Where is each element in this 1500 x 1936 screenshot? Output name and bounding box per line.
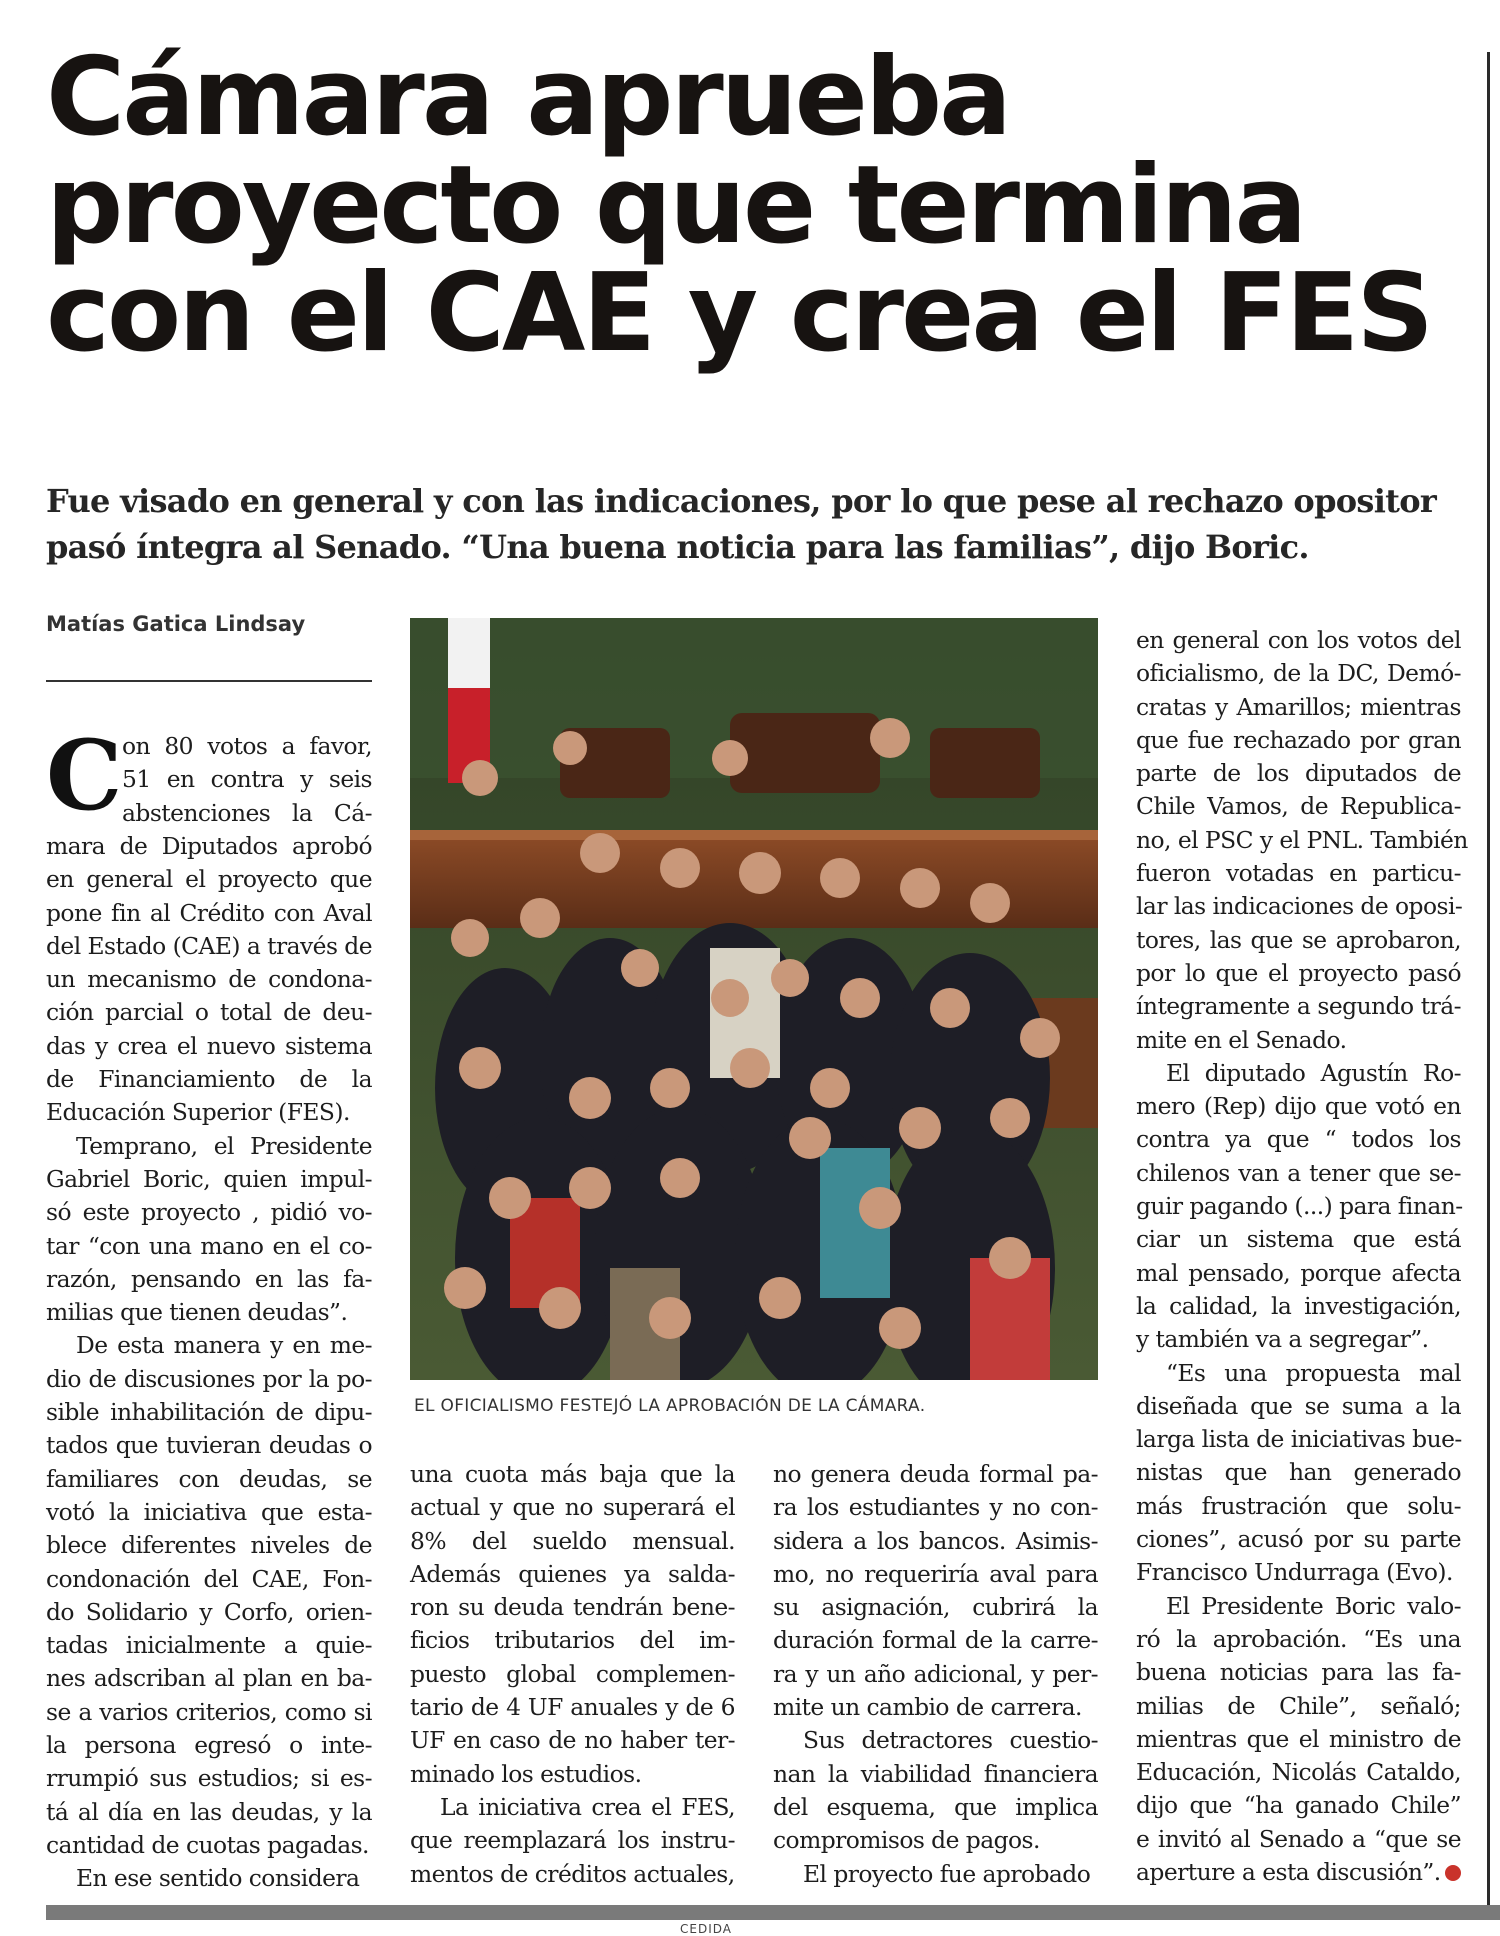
text-line: mientras que el ministro de: [1136, 1724, 1461, 1753]
text-line: só este proyecto , pidió vo-: [46, 1198, 372, 1227]
text-line: ción parcial o total de deu-: [46, 998, 372, 1027]
byline: Matías Gatica Lindsay: [46, 612, 306, 636]
text-line: en general el proyecto que: [46, 865, 372, 894]
text-line: cantidad de cuotas pagadas.: [46, 1830, 369, 1859]
text-line: 51 en contra y seis: [122, 765, 372, 794]
text-line: mite en el Senado.: [1136, 1025, 1347, 1054]
chamber-celebration-photo: [410, 618, 1098, 1380]
text-line: El Presidente Boric valo-: [1166, 1591, 1461, 1620]
text-line: tá al día en las deudas, y la: [46, 1797, 372, 1826]
text-line: El proyecto fue aprobado: [803, 1859, 1091, 1888]
text-line: abstenciones la Cá-: [122, 798, 372, 827]
text-line: de Financiamiento de la: [46, 1065, 372, 1094]
text-line: tores, las que se aprobaron,: [1136, 925, 1461, 954]
headline: [46, 35, 1446, 376]
text-line: que fue rechazado por gran: [1136, 725, 1461, 754]
subheadline-line-2: pasó íntegra al Senado. “Una buena noticia para las familias”, dijo Boric.: [46, 528, 1309, 566]
text-line: ficios tributarios del im-: [410, 1626, 735, 1655]
text-line: la persona egresó o inte-: [46, 1731, 372, 1760]
news-photo: [410, 618, 1098, 1380]
text-line: más frustración que solu-: [1136, 1491, 1461, 1520]
text-line: mara de Diputados aprobó: [46, 832, 372, 860]
headline-line-1: Cámara aprueba: [46, 35, 1010, 160]
text-line: El diputado Agustín Ro-: [1166, 1058, 1461, 1087]
text-line: mentos de créditos actuales,: [410, 1859, 735, 1888]
text-line: do Solidario y Corfo, orien-: [46, 1597, 372, 1626]
text-line: chilenos van a tener que se-: [1136, 1158, 1461, 1187]
text-line: rrumpió sus estudios; si es-: [46, 1764, 372, 1793]
text-line: ra los estudiantes y no con-: [773, 1493, 1098, 1522]
text-line: on 80 votos a favor,: [122, 732, 372, 760]
text-line: Educación, Nicolás Cataldo,: [1136, 1758, 1461, 1787]
text-line: la calidad, la investigación,: [1136, 1291, 1461, 1320]
text-line: diseñada que se suma a la: [1136, 1391, 1461, 1420]
text-line: Gabriel Boric, quien impul-: [46, 1164, 372, 1193]
text-line: votó la iniciativa que esta-: [46, 1497, 372, 1526]
column-3: [773, 1458, 1098, 1891]
text-line: Francisco Undurraga (Evo).: [1136, 1558, 1453, 1587]
text-line: ron su deuda tendrán bene-: [410, 1593, 735, 1622]
text-line: UF en caso de no haber ter-: [410, 1726, 735, 1755]
text-line: del Estado (CAE) a través de: [46, 931, 373, 960]
text-line: larga lista de iniciativas bue-: [1136, 1425, 1462, 1454]
text-line: Educación Superior (FES).: [46, 1098, 350, 1127]
text-line: dijo que “ha ganado Chile”: [1136, 1791, 1461, 1820]
photo-caption: EL OFICIALISMO FESTEJÓ LA APROBACIÓN DE LA CÁMARA.: [414, 1396, 926, 1416]
text-line: das y crea el nuevo sistema: [46, 1031, 372, 1060]
text-line: en general con los votos del: [1136, 626, 1461, 654]
text-line: cratas y Amarillos; mientras: [1136, 692, 1461, 721]
byline-divider: [46, 680, 372, 682]
text-line: razón, pensando en las fa-: [46, 1264, 372, 1293]
text-line: actual y que no superará el: [410, 1493, 735, 1522]
text-line: se a varios criterios, como si: [46, 1697, 372, 1726]
text-line: un mecanismo de condona-: [46, 965, 372, 994]
text-line: nan la viabilidad financiera: [773, 1759, 1098, 1788]
text-line: ciar un sistema que está: [1136, 1225, 1461, 1254]
text-line: no, el PSC y el PNL. También: [1136, 825, 1468, 854]
text-line: parte de los diputados de: [1136, 759, 1461, 788]
text-line: Además quienes ya salda-: [410, 1559, 735, 1588]
text-line: Chile Vamos, de Republica-: [1136, 792, 1461, 821]
text-line: íntegramente a segundo trá-: [1136, 992, 1461, 1021]
text-line: ró la aprobación. “Es una: [1136, 1624, 1461, 1653]
text-line: que reemplazará los instru-: [410, 1826, 735, 1855]
text-line: minado los estudios.: [410, 1759, 642, 1788]
text-line: mo, no requeriría aval para: [773, 1559, 1098, 1588]
text-line: contra ya que “ todos los: [1136, 1125, 1461, 1154]
text-line: y también va a segregar”.: [1136, 1325, 1429, 1354]
text-line: tar “con una mano en el co-: [46, 1231, 372, 1260]
column-1-top: [122, 730, 372, 830]
text-line: oficialismo, de la DC, Demó-: [1136, 659, 1461, 688]
text-line: condonación del CAE, Fon-: [46, 1564, 372, 1593]
drop-cap: C: [46, 719, 123, 832]
text-line: mero (Rep) dijo que votó en: [1136, 1092, 1461, 1121]
text-line: una cuota más baja que la: [410, 1460, 735, 1488]
text-line: compromisos de pagos.: [773, 1826, 1040, 1855]
text-line: nes adscriban al plan en ba-: [46, 1664, 372, 1693]
text-line: lar las indicaciones de oposi-: [1136, 892, 1463, 921]
text-line: puesto global complemen-: [410, 1659, 735, 1688]
text-line: del esquema, que implica: [773, 1792, 1098, 1821]
text-line: sidera a los bancos. Asimis-: [773, 1526, 1098, 1555]
text-line: La iniciativa crea el FES,: [440, 1792, 735, 1821]
text-line: buena noticias para las fa-: [1136, 1658, 1461, 1687]
text-line: dio de discusiones por la po-: [46, 1364, 372, 1393]
text-line: aperture a esta discusión”.: [1136, 1856, 1461, 1889]
text-line: tados que tuvieran deudas o: [46, 1431, 372, 1460]
text-line: su asignación, cubrirá la: [773, 1593, 1098, 1622]
column-1-bottom: [46, 830, 372, 1896]
photo-credit: CEDIDA: [680, 1922, 732, 1936]
text-line: Sus detractores cuestio-: [803, 1726, 1098, 1755]
text-line: blece diferentes niveles de: [46, 1531, 372, 1560]
text-line: “Es una propuesta mal: [1166, 1358, 1461, 1387]
text-line: Temprano, el Presidente: [76, 1131, 372, 1160]
text-line: fueron votadas en particu-: [1136, 859, 1461, 888]
subheadline: [46, 478, 1446, 570]
text-line: pone fin al Crédito con Aval: [46, 898, 372, 927]
column-2: [410, 1458, 735, 1891]
text-line: duración formal de la carre-: [773, 1626, 1098, 1655]
text-line: 8% del sueldo mensual.: [410, 1526, 735, 1555]
text-line: e invitó al Senado a “que se: [1136, 1824, 1461, 1853]
text-line: En ese sentido considera: [76, 1864, 360, 1893]
text-line: tario de 4 UF anuales y de 6: [410, 1693, 735, 1722]
text-line: milias de Chile”, señaló;: [1136, 1691, 1461, 1720]
right-margin-rule: [1487, 52, 1490, 1912]
column-4: [1136, 624, 1468, 1889]
text-line: ra y un año adicional, y per-: [773, 1659, 1098, 1688]
text-line: ciones”, acusó por su parte: [1136, 1525, 1461, 1554]
text-line: milias que tienen deudas”.: [46, 1298, 348, 1327]
headline-line-3: con el CAE y crea el FES: [46, 251, 1431, 376]
text-line: mal pensado, porque afecta: [1136, 1258, 1461, 1287]
text-line: tadas inicialmente a quie-: [46, 1631, 372, 1660]
text-line: nistas que han generado: [1136, 1458, 1461, 1487]
text-line: sible inhabilitación de dipu-: [46, 1398, 372, 1427]
end-of-article-icon: [1445, 1865, 1461, 1881]
bottom-rule: [46, 1905, 1500, 1920]
subheadline-line-1: Fue visado en general y con las indicaciones, por lo que pese al rechazo opositor: [46, 482, 1437, 520]
text-line: familiares con deudas, se: [46, 1464, 372, 1493]
text-line: guir pagando (...) para finan-: [1136, 1192, 1463, 1221]
text-line: mite un cambio de carrera.: [773, 1693, 1082, 1722]
text-line: De esta manera y en me-: [76, 1331, 372, 1360]
text-line: por lo que el proyecto pasó: [1136, 958, 1461, 987]
headline-line-2: proyecto que termina: [46, 143, 1305, 268]
text-line: no genera deuda formal pa-: [773, 1460, 1098, 1488]
